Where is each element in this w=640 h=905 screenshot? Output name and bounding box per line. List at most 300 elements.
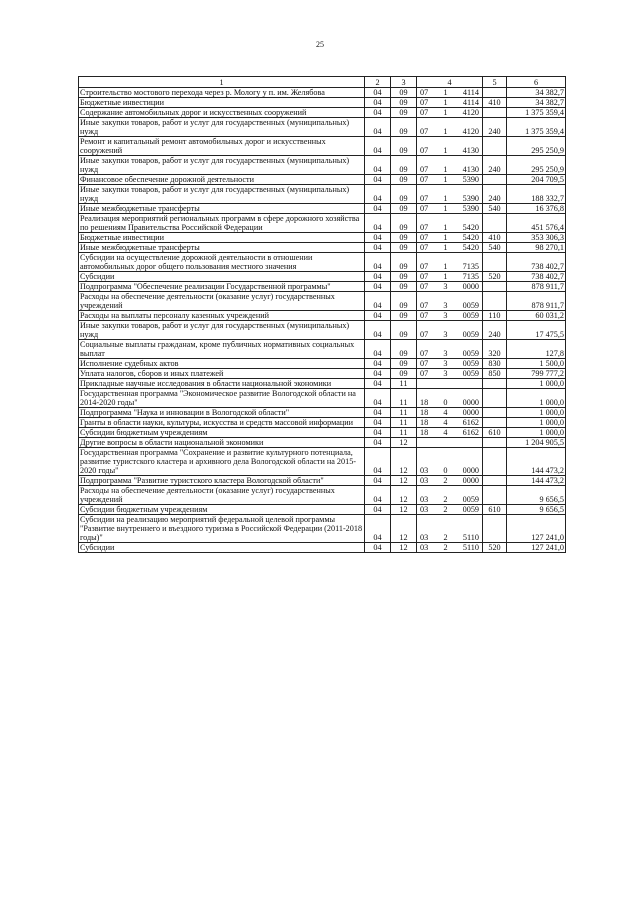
target-article-code	[417, 233, 483, 243]
subsection-code: 09	[391, 233, 417, 243]
expense-type-code: 520	[483, 272, 507, 282]
row-name: Субсидии бюджетным учреждениям	[79, 428, 365, 438]
target-article-code	[417, 428, 483, 438]
amount: 799 777,2	[507, 369, 566, 379]
expense-type-code	[483, 175, 507, 185]
expense-type-code: 520	[483, 543, 507, 553]
code-part: 0059	[462, 495, 479, 504]
expense-type-code: 240	[483, 185, 507, 204]
code-part: 07	[420, 127, 429, 136]
code-part: 5390	[462, 204, 479, 213]
amount: 738 402,7	[507, 272, 566, 282]
expense-type-code: 410	[483, 233, 507, 243]
code-part: 07	[420, 165, 429, 174]
subsection-code: 09	[391, 88, 417, 98]
section-code: 04	[365, 185, 391, 204]
code-part: 0	[443, 466, 448, 475]
amount: 188 332,7	[507, 185, 566, 204]
section-code: 04	[365, 476, 391, 486]
table-row	[79, 543, 566, 553]
code-part: 07	[420, 311, 429, 320]
section-code: 04	[365, 379, 391, 389]
target-article-code	[417, 185, 483, 204]
section-code: 04	[365, 233, 391, 243]
subsection-code: 09	[391, 175, 417, 185]
table-row	[79, 389, 566, 408]
code-part: 4	[443, 428, 448, 437]
table-row	[79, 88, 566, 98]
header-cell: 5	[483, 77, 507, 88]
code-part: 1	[443, 127, 448, 136]
subsection-code: 11	[391, 428, 417, 438]
amount: 16 376,8	[507, 204, 566, 214]
target-article-parts	[418, 272, 481, 281]
code-part: 6162	[462, 428, 479, 437]
section-code: 04	[365, 369, 391, 379]
code-part: 4114	[462, 88, 479, 97]
subsection-code: 09	[391, 272, 417, 282]
table-row	[79, 282, 566, 292]
subsection-code: 09	[391, 204, 417, 214]
code-part: 5110	[462, 533, 479, 542]
code-part: 1	[443, 146, 448, 155]
row-name: Иные закупки товаров, работ и услуг для государственных (муниципальных) нужд	[79, 321, 365, 340]
target-article-parts	[418, 408, 481, 417]
code-part: 07	[420, 359, 429, 368]
target-article-code	[417, 272, 483, 282]
code-part: 18	[420, 398, 429, 407]
amount: 1 000,0	[507, 389, 566, 408]
section-code: 04	[365, 418, 391, 428]
row-name: Подпрограмма "Обеспечение реализации Государственной программы"	[79, 282, 365, 292]
table-row	[79, 214, 566, 233]
amount: 127 241,0	[507, 515, 566, 543]
code-part: 0000	[462, 408, 479, 417]
target-article-parts	[418, 418, 481, 427]
target-article-code	[417, 486, 483, 505]
subsection-code: 12	[391, 543, 417, 553]
section-code: 04	[365, 156, 391, 175]
target-article-parts	[418, 505, 481, 514]
amount: 17 475,5	[507, 321, 566, 340]
code-part: 4114	[462, 98, 479, 107]
section-code: 04	[365, 98, 391, 108]
code-part: 03	[420, 505, 429, 514]
table-row	[79, 137, 566, 156]
target-article-code	[417, 108, 483, 118]
code-part: 4120	[462, 127, 479, 136]
table-row	[79, 175, 566, 185]
table-row	[79, 108, 566, 118]
target-article-parts	[418, 243, 481, 252]
table-row	[79, 321, 566, 340]
code-part: 1	[443, 233, 448, 242]
section-code: 04	[365, 543, 391, 553]
table-row	[79, 311, 566, 321]
section-code: 04	[365, 88, 391, 98]
code-part: 6162	[462, 418, 479, 427]
target-article-parts	[418, 428, 481, 437]
code-part: 03	[420, 466, 429, 475]
amount: 127,8	[507, 340, 566, 359]
row-name: Бюджетные инвестиции	[79, 98, 365, 108]
amount: 127 241,0	[507, 543, 566, 553]
target-article-parts	[418, 194, 481, 203]
table-row	[79, 438, 566, 448]
header-cell: 2	[365, 77, 391, 88]
target-article-parts	[418, 330, 481, 339]
expense-type-code	[483, 389, 507, 408]
code-part: 1	[443, 194, 448, 203]
code-part: 07	[420, 88, 429, 97]
table-row	[79, 505, 566, 515]
target-article-code	[417, 156, 483, 175]
code-part: 18	[420, 428, 429, 437]
target-article-parts	[418, 398, 481, 407]
row-name: Финансовое обеспечение дорожной деятельности	[79, 175, 365, 185]
section-code: 04	[365, 515, 391, 543]
table-row	[79, 428, 566, 438]
code-part: 1	[443, 272, 448, 281]
table-row	[79, 243, 566, 253]
table-header-row	[79, 77, 566, 88]
code-part: 1	[443, 165, 448, 174]
subsection-code: 09	[391, 137, 417, 156]
code-part: 03	[420, 543, 429, 552]
expense-type-code	[483, 88, 507, 98]
subsection-code: 11	[391, 379, 417, 389]
table-row	[79, 486, 566, 505]
amount: 295 250,9	[507, 137, 566, 156]
section-code: 04	[365, 389, 391, 408]
table-row	[79, 476, 566, 486]
subsection-code: 09	[391, 340, 417, 359]
target-article-parts	[418, 311, 481, 320]
row-name: Субсидии	[79, 543, 365, 553]
code-part: 07	[420, 282, 429, 291]
table-row	[79, 272, 566, 282]
subsection-code: 09	[391, 359, 417, 369]
code-part: 5420	[462, 223, 479, 232]
row-name: Государственная программа "Сохранение и развитие культурного потенциала, развитие туристского кластера и архивного дела Вологодской области на 2015-2020 годы"	[79, 448, 365, 476]
expense-type-code: 110	[483, 311, 507, 321]
target-article-parts	[418, 146, 481, 155]
section-code: 04	[365, 428, 391, 438]
amount: 1 204 905,5	[507, 438, 566, 448]
section-code: 04	[365, 272, 391, 282]
target-article-parts	[418, 359, 481, 368]
expense-type-code	[483, 408, 507, 418]
code-part: 07	[420, 233, 429, 242]
subsection-code: 11	[391, 389, 417, 408]
table-row	[79, 233, 566, 243]
expense-type-code: 850	[483, 369, 507, 379]
section-code: 04	[365, 253, 391, 272]
row-name: Государственная программа "Экономическое развитие Вологодской области на 2014-2020 годы"	[79, 389, 365, 408]
row-name: Другие вопросы в области национальной экономики	[79, 438, 365, 448]
target-article-code	[417, 311, 483, 321]
subsection-code: 09	[391, 108, 417, 118]
row-name: Ремонт и капитальный ремонт автомобильных дорог и искусственных сооружений	[79, 137, 365, 156]
expense-type-code	[483, 476, 507, 486]
target-article-code	[417, 369, 483, 379]
target-article-code	[417, 88, 483, 98]
amount: 353 306,3	[507, 233, 566, 243]
code-part: 1	[443, 262, 448, 271]
expense-type-code	[483, 253, 507, 272]
table-row	[79, 379, 566, 389]
section-code: 04	[365, 204, 391, 214]
header-cell: 4	[417, 77, 483, 88]
code-part: 5390	[462, 194, 479, 203]
amount: 1 000,0	[507, 418, 566, 428]
subsection-code: 09	[391, 243, 417, 253]
code-part: 3	[443, 349, 448, 358]
row-name: Бюджетные инвестиции	[79, 233, 365, 243]
code-part: 0000	[462, 398, 479, 407]
code-part: 0059	[462, 359, 479, 368]
section-code: 04	[365, 321, 391, 340]
row-name: Иные закупки товаров, работ и услуг для государственных (муниципальных) нужд	[79, 185, 365, 204]
table-row	[79, 369, 566, 379]
code-part: 5420	[462, 243, 479, 252]
row-name: Уплата налогов, сборов и иных платежей	[79, 369, 365, 379]
code-part: 1	[443, 243, 448, 252]
target-article-code	[417, 515, 483, 543]
row-name: Субсидии на реализацию мероприятий федеральной целевой программы "Развитие внутреннего и въездного туризма в Российской Федерации (2011-2018 годы)"	[79, 515, 365, 543]
target-article-code	[417, 292, 483, 311]
target-article-code	[417, 359, 483, 369]
code-part: 5390	[462, 175, 479, 184]
code-part: 0059	[462, 330, 479, 339]
target-article-code	[417, 408, 483, 418]
code-part: 07	[420, 98, 429, 107]
expense-type-code	[483, 418, 507, 428]
subsection-code: 09	[391, 282, 417, 292]
amount: 451 576,4	[507, 214, 566, 233]
row-name: Подпрограмма "Развитие туристского кластера Вологодской области"	[79, 476, 365, 486]
row-name: Субсидии на осуществление дорожной деятельности в отношении автомобильных дорог общего пользования местного значения	[79, 253, 365, 272]
target-article-parts	[418, 108, 481, 117]
subsection-code: 11	[391, 408, 417, 418]
code-part: 3	[443, 359, 448, 368]
code-part: 3	[443, 282, 448, 291]
subsection-code: 09	[391, 214, 417, 233]
subsection-code: 09	[391, 185, 417, 204]
expense-type-code	[483, 515, 507, 543]
code-part: 07	[420, 349, 429, 358]
section-code: 04	[365, 175, 391, 185]
amount: 1 500,0	[507, 359, 566, 369]
section-code: 04	[365, 243, 391, 253]
row-name: Иные закупки товаров, работ и услуг для государственных (муниципальных) нужд	[79, 156, 365, 175]
row-name: Расходы на выплаты персоналу казенных учреждений	[79, 311, 365, 321]
code-part: 4	[443, 408, 448, 417]
expense-type-code	[483, 108, 507, 118]
target-article-code	[417, 543, 483, 553]
code-part: 0000	[462, 466, 479, 475]
expense-type-code	[483, 214, 507, 233]
header-cell: 6	[507, 77, 566, 88]
section-code: 04	[365, 438, 391, 448]
subsection-code: 12	[391, 448, 417, 476]
code-part: 7135	[462, 262, 479, 271]
subsection-code: 09	[391, 253, 417, 272]
row-name: Исполнение судебных актов	[79, 359, 365, 369]
code-part: 1	[443, 204, 448, 213]
expense-type-code: 540	[483, 204, 507, 214]
table-row	[79, 515, 566, 543]
row-name: Расходы на обеспечение деятельности (оказание услуг) государственных учреждений	[79, 292, 365, 311]
page-number: 25	[316, 40, 324, 49]
code-part: 07	[420, 194, 429, 203]
section-code: 04	[365, 292, 391, 311]
target-article-code	[417, 418, 483, 428]
target-article-parts	[418, 223, 481, 232]
amount: 9 656,5	[507, 486, 566, 505]
subsection-code: 12	[391, 438, 417, 448]
amount: 60 031,2	[507, 311, 566, 321]
target-article-parts	[418, 533, 481, 542]
code-part: 2	[443, 495, 448, 504]
expense-type-code	[483, 379, 507, 389]
section-code: 04	[365, 118, 391, 137]
code-part: 7135	[462, 272, 479, 281]
subsection-code: 12	[391, 505, 417, 515]
code-part: 07	[420, 204, 429, 213]
amount: 878 911,7	[507, 282, 566, 292]
code-part: 4	[443, 418, 448, 427]
table-row	[79, 448, 566, 476]
target-article-code	[417, 379, 483, 389]
row-name: Расходы на обеспечение деятельности (оказание услуг) государственных учреждений	[79, 486, 365, 505]
row-name: Субсидии	[79, 272, 365, 282]
section-code: 04	[365, 340, 391, 359]
code-part: 07	[420, 330, 429, 339]
target-article-parts	[418, 349, 481, 358]
expense-type-code: 320	[483, 340, 507, 359]
code-part: 0000	[462, 476, 479, 485]
amount: 1 000,0	[507, 379, 566, 389]
expense-type-code: 610	[483, 505, 507, 515]
code-part: 07	[420, 223, 429, 232]
code-part: 1	[443, 88, 448, 97]
amount: 1 000,0	[507, 408, 566, 418]
expense-type-code	[483, 137, 507, 156]
header-cell: 1	[79, 77, 365, 88]
target-article-code	[417, 175, 483, 185]
row-name: Реализация мероприятий региональных программ в сфере дорожного хозяйства по решениям Правительства Российской Федерации	[79, 214, 365, 233]
section-code: 04	[365, 486, 391, 505]
amount: 144 473,2	[507, 448, 566, 476]
target-article-parts	[418, 369, 481, 378]
target-article-code	[417, 243, 483, 253]
target-article-parts	[418, 98, 481, 107]
target-article-code	[417, 137, 483, 156]
code-part: 07	[420, 272, 429, 281]
target-article-parts	[418, 282, 481, 291]
amount: 1 375 359,4	[507, 108, 566, 118]
table-row	[79, 253, 566, 272]
target-article-parts	[418, 543, 481, 552]
subsection-code: 12	[391, 515, 417, 543]
subsection-code: 09	[391, 321, 417, 340]
section-code: 04	[365, 214, 391, 233]
section-code: 04	[365, 108, 391, 118]
target-article-code	[417, 389, 483, 408]
code-part: 07	[420, 146, 429, 155]
section-code: 04	[365, 359, 391, 369]
subsection-code: 12	[391, 486, 417, 505]
section-code: 04	[365, 137, 391, 156]
code-part: 2	[443, 505, 448, 514]
target-article-code	[417, 98, 483, 108]
section-code: 04	[365, 505, 391, 515]
code-part: 2	[443, 543, 448, 552]
section-code: 04	[365, 448, 391, 476]
row-name: Содержание автомобильных дорог и искусственных сооружений	[79, 108, 365, 118]
code-part: 0059	[462, 301, 479, 310]
table-row	[79, 185, 566, 204]
section-code: 04	[365, 311, 391, 321]
table-row	[79, 408, 566, 418]
expense-type-code: 830	[483, 359, 507, 369]
row-name: Подпрограмма "Наука и инновации в Вологодской области"	[79, 408, 365, 418]
code-part: 03	[420, 495, 429, 504]
target-article-parts	[418, 495, 481, 504]
code-part: 0000	[462, 282, 479, 291]
target-article-code	[417, 118, 483, 137]
row-name: Прикладные научные исследования в области национальной экономики	[79, 379, 365, 389]
code-part: 07	[420, 243, 429, 252]
target-article-code	[417, 204, 483, 214]
target-article-parts	[418, 165, 481, 174]
target-article-code	[417, 438, 483, 448]
row-name: Гранты в области науки, культуры, искусства и средств массовой информации	[79, 418, 365, 428]
table-row	[79, 204, 566, 214]
code-part: 07	[420, 108, 429, 117]
amount: 1 000,0	[507, 428, 566, 438]
code-part: 5420	[462, 233, 479, 242]
expense-type-code: 240	[483, 321, 507, 340]
target-article-code	[417, 214, 483, 233]
code-part: 4120	[462, 108, 479, 117]
row-name: Иные межбюджетные трансферты	[79, 204, 365, 214]
target-article-code	[417, 253, 483, 272]
row-name: Субсидии бюджетным учреждениям	[79, 505, 365, 515]
code-part: 03	[420, 533, 429, 542]
subsection-code: 11	[391, 418, 417, 428]
target-article-parts	[418, 466, 481, 475]
expense-type-code	[483, 292, 507, 311]
code-part: 07	[420, 369, 429, 378]
table-row	[79, 98, 566, 108]
table-row	[79, 340, 566, 359]
row-name: Иные закупки товаров, работ и услуг для государственных (муниципальных) нужд	[79, 118, 365, 137]
code-part: 18	[420, 408, 429, 417]
section-code: 04	[365, 408, 391, 418]
amount: 9 656,5	[507, 505, 566, 515]
amount: 34 382,7	[507, 88, 566, 98]
expense-type-code: 240	[483, 118, 507, 137]
target-article-parts	[418, 127, 481, 136]
expense-type-code: 610	[483, 428, 507, 438]
section-code: 04	[365, 282, 391, 292]
code-part: 2	[443, 476, 448, 485]
row-name: Строительство мостового перехода через р. Мологу у п. им. Желябова	[79, 88, 365, 98]
target-article-parts	[418, 301, 481, 310]
code-part: 03	[420, 476, 429, 485]
